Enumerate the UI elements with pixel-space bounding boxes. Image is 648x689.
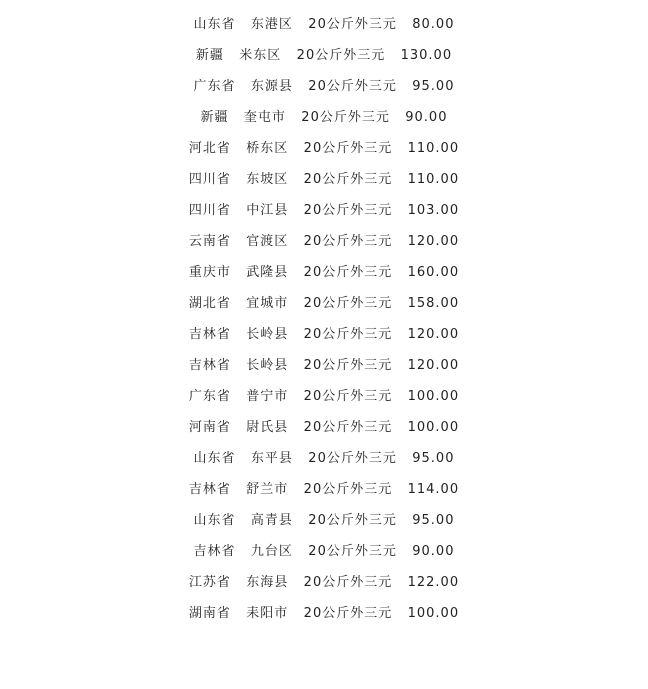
price-line: 重庆市 武隆县 20公斤外三元 160.00 [188,265,460,280]
price-line: 吉林省 长岭县 20公斤外三元 120.00 [188,327,460,342]
price-line: 广东省 东源县 20公斤外三元 95.00 [193,79,455,94]
price-list [0,9,648,629]
price-line: 新疆 奎屯市 20公斤外三元 90.00 [200,110,448,125]
price-line: 吉林省 九台区 20公斤外三元 90.00 [193,544,455,559]
price-line: 河北省 桥东区 20公斤外三元 110.00 [188,141,460,156]
price-line: 四川省 中江县 20公斤外三元 103.00 [188,203,460,218]
price-line: 山东省 东平县 20公斤外三元 95.00 [193,451,455,466]
price-line: 云南省 官渡区 20公斤外三元 120.00 [188,234,460,249]
price-line: 山东省 东港区 20公斤外三元 80.00 [193,17,455,32]
price-line: 河南省 尉氏县 20公斤外三元 100.00 [188,420,460,435]
price-line: 湖北省 宜城市 20公斤外三元 158.00 [188,296,460,311]
price-line: 广东省 普宁市 20公斤外三元 100.00 [188,389,460,404]
price-line: 吉林省 舒兰市 20公斤外三元 114.00 [188,482,460,497]
price-line: 山东省 高青县 20公斤外三元 95.00 [193,513,455,528]
price-line: 湖南省 耒阳市 20公斤外三元 100.00 [188,606,460,621]
price-line: 江苏省 东海县 20公斤外三元 122.00 [188,575,460,590]
price-line: 吉林省 长岭县 20公斤外三元 120.00 [188,358,460,373]
price-line: 四川省 东坡区 20公斤外三元 110.00 [188,172,460,187]
price-line: 新疆 米东区 20公斤外三元 130.00 [195,48,453,63]
